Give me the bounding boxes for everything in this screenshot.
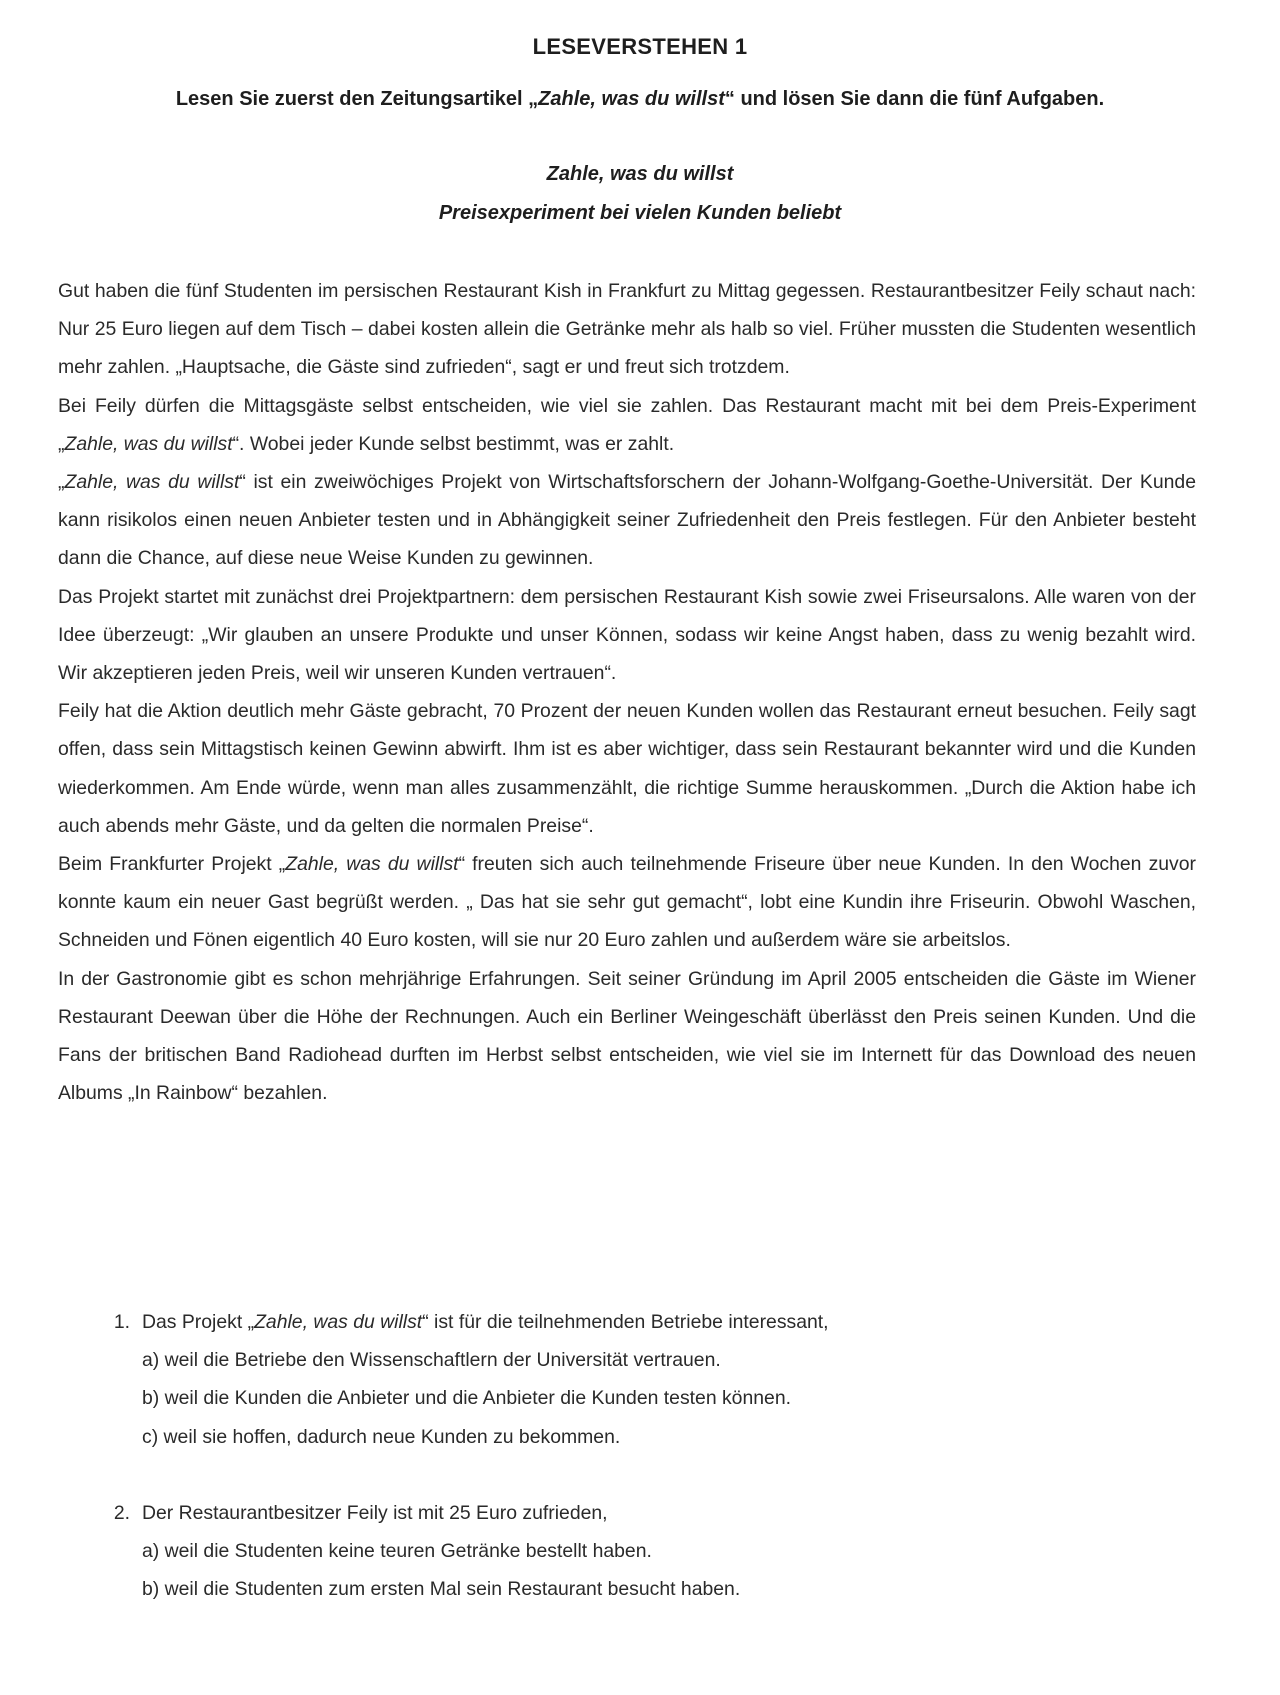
question-2-number — [0, 1494, 142, 1532]
question-1-option-a: a) weil die Betriebe den Wissenschaftlern der Universität vertrauen. — [142, 1349, 721, 1372]
question-2-option-a: a) weil die Studenten keine teuren Getränke bestellt haben. — [142, 1539, 652, 1562]
paragraph-6-pre: Beim Frankfurter Projekt „ — [58, 853, 286, 876]
question-2-option-b: b) weil die Studenten zum ersten Mal sein Restaurant besucht haben. — [142, 1578, 741, 1601]
article-paragraph-1: Gut haben die fünf Studenten im persischen Restaurant Kish in Frankfurt zu Mittag gegessen. Restaurantbesitzer Feily schaut nach: Nur 25 Euro liegen auf dem Tisch – dabei kosten allein die Getränke mehr als halb so viel. Früher mussten die Studenten wesentlich mehr zahlen. „Hauptsache, die Gäste sind zufrieden“, sagt er und freut sich trotzdem. — [58, 280, 1196, 379]
paragraph-3-post: “ ist ein zweiwöchiges Projekt von Wirtschaftsforschern der Johann-Wolfgang-Goethe-Universität. Der Kunde kann risikolos einen neuen Anbieter testen und in Abhängigkeit seiner Zufriedenheit den Preis festlegen. Für den Anbieter besteht dann die Chance, auf diese neue Weise Kunden zu gewinnen. — [58, 471, 1196, 570]
instruction-article-name: Zahle, was du willst — [538, 88, 725, 110]
page-title: LESEVERSTEHEN 1 — [532, 34, 748, 59]
question-1-number-text: 1. — [113, 1311, 130, 1333]
article-paragraph-7: In der Gastronomie gibt es schon mehrjährige Erfahrungen. Seit seiner Gründung im April 2005 entscheiden die Gäste im Wiener Restaurant Deewan über die Höhe der Rechnungen. Auch ein Berliner Weingeschäft überlässt den Preis seinen Kunden. Und die Fans der britischen Band Radiohead durften im Herbst selbst entscheiden, wie viel sie im Internett für das Download des neuen Albums „In Rainbow“ bezahlen. — [58, 967, 1196, 1105]
instruction-pre: Lesen Sie zuerst den Zeitungsartikel „ — [175, 88, 539, 110]
article-paragraph-6 — [58, 845, 1196, 960]
paragraph-6-project-name: Zahle, was du willst — [285, 853, 459, 876]
question-1-option-b: b) weil die Kunden die Anbieter und die Anbieter die Kunden testen können. — [142, 1387, 791, 1410]
question-2-stem: Der Restaurantbesitzer Feily ist mit 25 Euro zufrieden, — [142, 1501, 608, 1524]
article-subheadline: Preisexperiment bei vielen Kunden beliebt — [438, 202, 842, 224]
paragraph-2-post: “. Wobei jeder Kunde selbst bestimmt, was er zahlt. — [232, 432, 675, 455]
question-2-stem-line — [0, 1494, 1280, 1532]
paragraph-3-pre: „ — [58, 471, 65, 494]
question-1 — [0, 1303, 1280, 1456]
article-headline: Zahle, was du willst — [546, 163, 734, 185]
question-2 — [0, 1494, 1280, 1609]
article-paragraph-2 — [58, 387, 1196, 463]
instruction-text — [0, 88, 1280, 111]
question-1-stem — [142, 1303, 1280, 1341]
article-body — [58, 272, 1196, 1112]
question-1-option-c: c) weil sie hoffen, dadurch neue Kunden zu bekommen. — [142, 1425, 621, 1448]
question-1-stem-post: “ ist für die teilnehmenden Betriebe interessant, — [422, 1311, 829, 1333]
article-paragraph-3 — [58, 463, 1196, 578]
question-1-stem-line — [0, 1303, 1280, 1341]
paragraph-2-project-name: Zahle, was du willst — [64, 432, 233, 455]
question-1-project-name: Zahle, was du willst — [254, 1311, 423, 1333]
paragraph-2-pre: Bei Feily dürfen die Mittagsgäste selbst entscheiden, wie viel sie zahlen. Das Restaurant macht mit bei dem Preis-Experiment „ — [58, 394, 1196, 455]
instruction-post: “ und lösen Sie dann die fünf Aufgaben. — [724, 88, 1105, 110]
question-1-stem-pre: Das Projekt „ — [142, 1311, 255, 1333]
paragraph-3-project-name: Zahle, was du willst — [64, 471, 240, 494]
paragraph-6-post: “ freuten sich auch teilnehmende Friseure über neue Kunden. In den Wochen zuvor konnte kaum ein neuer Gast begrüßt werden. „ Das hat sie sehr gut gemacht“, lobt eine Kundin ihre Friseurin. Obwohl Waschen, Schneiden und Fönen eigentlich 40 Euro kosten, will sie nur 20 Euro zahlen und außerdem wäre sie arbeitslos. — [58, 853, 1196, 952]
question-2-number-text: 2. — [113, 1501, 130, 1524]
question-list — [0, 1303, 1280, 1646]
question-1-number — [0, 1303, 142, 1341]
article-paragraph-5: Feily hat die Aktion deutlich mehr Gäste gebracht, 70 Prozent der neuen Kunden wollen das Restaurant erneut besuchen. Feily sagt offen, dass sein Mittagstisch keinen Gewinn abwirft. Ihm ist es aber wichtiger, dass sein Restaurant bekannter wird und die Kunden wiederkommen. Am Ende würde, wenn man alles zusammenzählt, die richtige Summe herauskommen. „Durch die Aktion habe ich auch abends mehr Gäste, und da gelten die normalen Preise“. — [58, 700, 1196, 837]
article-paragraph-4: Das Projekt startet mit zunächst drei Projektpartnern: dem persischen Restaurant Kish sowie zwei Friseursalons. Alle waren von der Idee überzeugt: „Wir glauben an unsere Produkte und unser Können, sodass wir keine Angst haben, dass zu wenig bezahlt wird. Wir akzeptieren jeden Preis, weil wir unseren Kunden vertrauen“. — [58, 585, 1196, 685]
